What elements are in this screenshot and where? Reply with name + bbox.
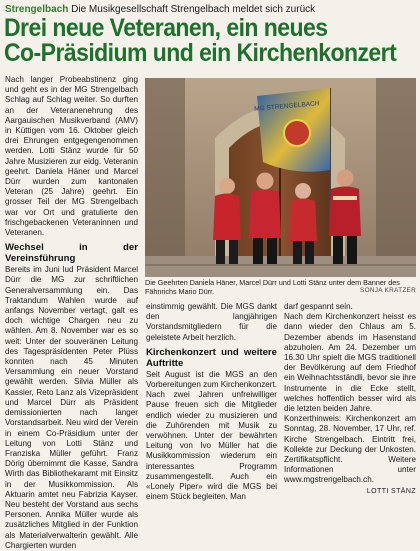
paragraph-wahlen: Bereits im Juni lud Präsident Marcel Dürr die MG zur schriftlichen Generalversammlung ein. Das Traktandum Wahlen wurde auf anfangs November vertagt, galt es doch wichtige Chargen neu zu wählen. Am 8. November war es so weit: Unter der souveränen Leitung des Tagespräsidenten Peter Plüss konnten nach 45 Minuten Versammlung ein neuer Vorstand gewählt werden. Silvia Müller als Kassier, Reto Lanz als Vizepräsident und Marcel Dürr als Präsident demissionierten nach langer Vorstandsarbeit. Neu wird der Verein in einem Co-Präsidium unter der Leitung von Lotti Stänz und Franziska Müller geführt. Franz Dörig übernimmt die Kasse, Sandra Wirth das Bibliothekaramt mit Einsitz in der Musikkommission. Als Aktuarin amtet neu Fabrizia Kayser. Neu besteht der Vorstand aus sechs Personen. Annika Müller wurde als zusätzliches Mitglied in der Funktion als Materialverwalterin gewählt. Alle Chargierten wurden	[5, 265, 138, 550]
paragraph-gespannt: darf gespannt sein.	[284, 302, 353, 311]
author-signature: LOTTI STÄNZ	[366, 487, 416, 495]
photo-credit: SONJA KRATZER	[360, 287, 416, 294]
kicker-place: Strengelbach	[5, 4, 69, 15]
paragraph-konzerthinweis: Konzerthinweis: Kirchenkonzert am Sonntag, 28. November, 17 Uhr, ref. Kirche Strengelbach. Eintritt frei, Kollekte zur Deckung der Unkosten. Zertifikatspflicht. Weitere Informationen unter www.mgstrengelbach.ch.	[284, 414, 416, 485]
subhead-vereinsfuehrung: Wechsel in der Vereinsführung	[5, 242, 138, 265]
stone-steps	[145, 256, 416, 277]
paragraph-chlaus: Nach dem Kirchenkonzert heisst es dann wieder den Chlaus am 5. Dezember abends im Hasenstand abzuholen. Am 24. Dezember um 16.30 Uhr spielt die MGS traditionell der Bevölkerung auf dem Friedhof ein Weihnachtsständli, bevor sie ihre Instrumente in die Ecke stellt, welches hoffentlich besser wird als die letzten beiden Jahre.	[284, 312, 416, 414]
article-column-1	[5, 75, 138, 550]
photo-illustration	[145, 78, 416, 277]
kicker-text: Die Musikgesellschaft Strengelbach meldet sich zurück	[68, 4, 316, 15]
photo-caption: Die Geehrten Daniela Häner, Marcel Dürr und Lotti Stänz unter dem Banner des Fähnrichs Mario Dürr.	[145, 278, 400, 296]
headline-line-2: Co-Präsidium und ein Kirchenkonzert	[4, 39, 397, 67]
headline-line-1: Drei neue Veteranen, ein neues	[4, 14, 328, 42]
subhead-kirchenkonzert: Kirchenkonzert und weitere Auftritte	[146, 346, 277, 369]
article-photo	[145, 78, 416, 277]
paragraph-intro: Nach langer Probeabstinenz ging und geht es in der MG Strengelbach Schlag auf Schlag weiter. So durften an der Veteranenehrung des Aargauischen Musikverband (AMV) in Küttigen vom 16. Oktober gleich drei Ehrungen entgegengenommen werden. Lotti Stänz wurde für 50 Jahre Musizieren zur eidg. Veteranin geehrt. Daniela Häner und Marcel Dürr wurden zum kantonalen Veteran (25 Jahre) geehrt. Ein grosser Teil der MG Strengelbach war vor Ort und gratulierte den frischgebackenen Veteraninnen und Veteranen.	[5, 75, 138, 238]
banner-text: MG STRENGELBACH	[254, 100, 320, 113]
article-column-3	[284, 302, 416, 495]
article-column-2	[146, 302, 277, 502]
paragraph-konzert: Seit August ist die MGS an den Vorbereitungen zum Kirchenkonzert. Nach zwei Jahren unfreiwilliger Pause freuen sich die Mitglieder endlich wieder zu musizieren und die Zuhörenden mit Musik zu verwöhnen. Unter der bewährten Leitung von Ivo Müller hat die Musikkommission wiederum ein interessantes Programm zusammengestellt. Auch ein «Lonely Piper» wird die MGS bei einem Stück begleiten. Man	[146, 369, 277, 502]
article-headline	[4, 14, 397, 67]
paragraph-dank: einstimmig gewählt. Die MGS dankt den langjährigen Vorstandsmitgliedern für die geleistete Arbeit herzlich.	[146, 302, 277, 342]
